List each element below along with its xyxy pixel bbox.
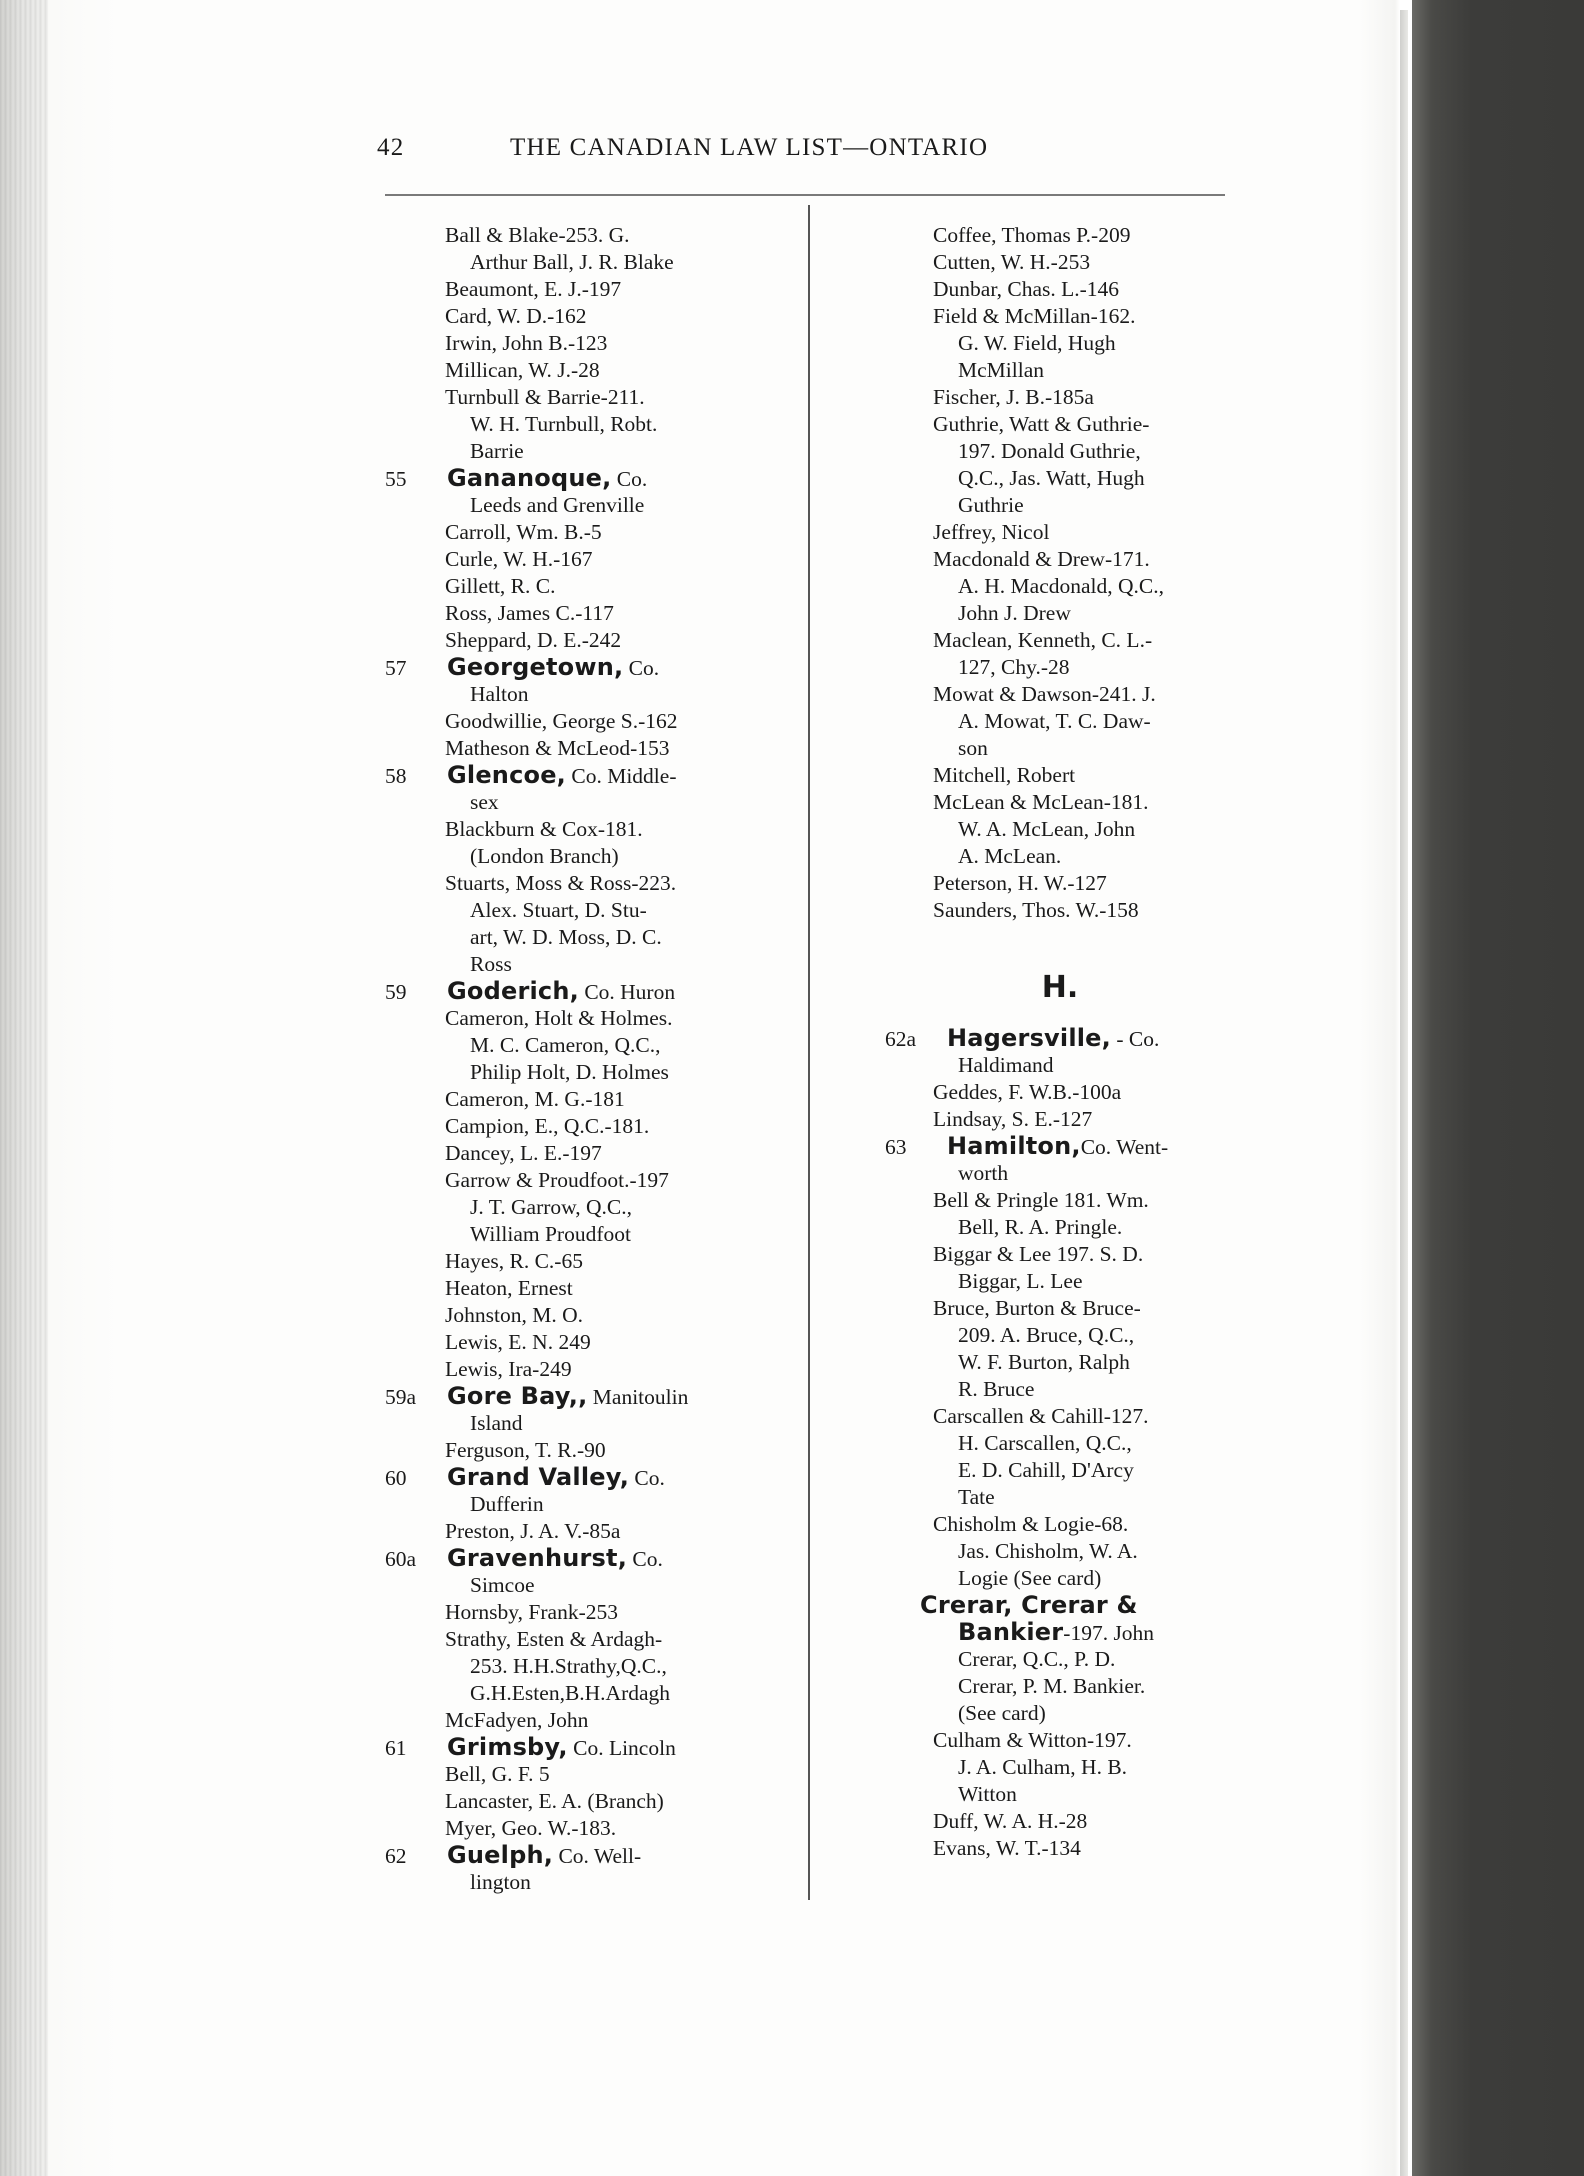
list-item (385, 1815, 745, 1842)
town-entry (385, 978, 745, 1005)
entry-text: Q.C., Jas. Watt, Hugh (958, 466, 1145, 490)
list-item (385, 1491, 745, 1518)
entry-number: 60 (385, 1466, 407, 1490)
list-item (885, 1511, 1235, 1538)
list-item (385, 1761, 745, 1788)
list-item (385, 1275, 745, 1302)
entry-text: Heaton, Ernest (445, 1276, 573, 1300)
entry-text: Curle, W. H.-167 (445, 547, 593, 571)
entry-text: Co. Huron (578, 980, 676, 1004)
list-item (385, 1788, 745, 1815)
entry-text: Blackburn & Cox-181. (445, 817, 643, 841)
entry-text: Co. Went- (1080, 1135, 1169, 1159)
entry-text: Manitoulin (587, 1385, 689, 1409)
list-item (385, 1302, 745, 1329)
list-item (385, 1059, 745, 1086)
entry-text: G.H.Esten,B.H.Ardagh (470, 1681, 671, 1705)
entry-number: 57 (385, 656, 407, 680)
list-item (885, 762, 1235, 789)
list-item (385, 1572, 745, 1599)
list-item (385, 1086, 745, 1113)
list-item (885, 1700, 1235, 1727)
list-item (885, 330, 1235, 357)
bold-name: Grand Valley, (447, 1463, 630, 1491)
entry-text: Cutten, W. H.-253 (933, 250, 1091, 274)
entry-text: Co. (611, 467, 648, 491)
list-item (385, 249, 745, 276)
list-item (885, 1673, 1235, 1700)
entry-text: Mowat & Dawson-241. J. (933, 682, 1156, 706)
entry-text: Co. Well- (553, 1844, 642, 1868)
list-item (885, 1322, 1235, 1349)
bold-name: Crerar, Crerar & (920, 1591, 1138, 1619)
bold-name: Goderich, (447, 977, 579, 1005)
entry-text: Witton (958, 1782, 1017, 1806)
list-item (385, 573, 745, 600)
bold-name: Gore Bay,, (447, 1382, 588, 1410)
list-item (385, 438, 745, 465)
entry-text: Biggar, L. Lee (958, 1269, 1083, 1293)
entry-text: Turnbull & Barrie-211. (445, 385, 645, 409)
entry-text: Ball & Blake-253. G. (445, 223, 630, 247)
list-item (385, 1626, 745, 1653)
entry-text: Stuarts, Moss & Ross-223. (445, 871, 677, 895)
list-item (385, 600, 745, 627)
entry-text: Matheson & McLeod-153 (445, 736, 670, 760)
entry-text: Lindsay, S. E.-127 (933, 1107, 1093, 1131)
list-item (885, 1457, 1235, 1484)
list-item (385, 276, 745, 303)
entry-text: Gillett, R. C. (445, 574, 556, 598)
left-column (385, 222, 745, 1896)
list-item (885, 816, 1235, 843)
entry-text: Fischer, J. B.-185a (933, 385, 1094, 409)
list-item (385, 1329, 745, 1356)
entry-text: Saunders, Thos. W.-158 (933, 898, 1139, 922)
entry-text: 209. A. Bruce, Q.C., (958, 1323, 1135, 1347)
list-item (385, 627, 745, 654)
entry-text: Campion, E., Q.C.-181. (445, 1114, 650, 1138)
list-item (885, 1079, 1235, 1106)
entry-text: Guthrie (958, 493, 1024, 517)
list-item (885, 1106, 1235, 1133)
entry-number: 59 (385, 980, 407, 1004)
entry-text: McFadyen, John (445, 1708, 589, 1732)
list-item (385, 735, 745, 762)
entry-text: A. H. Macdonald, Q.C., (958, 574, 1165, 598)
town-entry (385, 1383, 745, 1410)
list-item (885, 600, 1235, 627)
entry-text: Island (470, 1411, 523, 1435)
entry-text: Mitchell, Robert (933, 763, 1076, 787)
entry-text: Peterson, H. W.-127 (933, 871, 1107, 895)
town-entry (385, 1734, 745, 1761)
town-entry (885, 1133, 1235, 1160)
list-item (385, 816, 745, 843)
entry-number: 62 (385, 1844, 407, 1868)
bold-name: Guelph, (447, 1841, 554, 1869)
list-item (385, 1167, 745, 1194)
list-item (885, 276, 1235, 303)
list-item (385, 546, 745, 573)
entry-text: W. A. McLean, John (958, 817, 1136, 841)
entry-text: Co. Middle- (566, 764, 677, 788)
list-item (385, 1653, 745, 1680)
entry-text: William Proudfoot (470, 1222, 631, 1246)
list-item (385, 1194, 745, 1221)
list-item (385, 222, 745, 249)
bold-name: Bankier (958, 1618, 1064, 1646)
list-item (385, 384, 745, 411)
list-item (885, 303, 1235, 330)
entry-text: Philip Holt, D. Holmes (470, 1060, 669, 1084)
list-item (885, 1241, 1235, 1268)
entry-text: Irwin, John B.-123 (445, 331, 608, 355)
bold-name: Glencoe, (447, 761, 566, 789)
entry-text: worth (958, 1161, 1009, 1185)
entry-text: Ferguson, T. R.-90 (445, 1438, 606, 1462)
entry-text: M. C. Cameron, Q.C., (470, 1033, 661, 1057)
list-item (385, 924, 745, 951)
bold-name: Georgetown, (447, 653, 624, 681)
town-entry (885, 1025, 1235, 1052)
list-item (885, 1295, 1235, 1322)
entry-text: W. H. Turnbull, Robt. (470, 412, 658, 436)
list-item (885, 1538, 1235, 1565)
entry-text: -197. John (1063, 1621, 1155, 1645)
list-item (885, 1214, 1235, 1241)
spacer (885, 924, 1235, 951)
entry-text: Chisholm & Logie-68. (933, 1512, 1129, 1536)
list-item (385, 1032, 745, 1059)
list-item (885, 546, 1235, 573)
town-entry (385, 654, 745, 681)
entry-text: Maclean, Kenneth, C. L.- (933, 628, 1153, 652)
entry-text: - Co. (1110, 1027, 1160, 1051)
entry-text: Strathy, Esten & Ardagh- (445, 1627, 663, 1651)
list-item (885, 1808, 1235, 1835)
entry-number: 55 (385, 467, 407, 491)
bold-name: Hagersville, (947, 1024, 1111, 1052)
entry-text: Lewis, Ira-249 (445, 1357, 572, 1381)
entry-text: A. McLean. (958, 844, 1062, 868)
entry-number: 60a (385, 1547, 417, 1571)
entry-text: Cameron, Holt & Holmes. (445, 1006, 673, 1030)
entry-text: lington (470, 1870, 531, 1894)
list-item (385, 870, 745, 897)
entry-text: Arthur Ball, J. R. Blake (470, 250, 674, 274)
list-item (385, 1248, 745, 1275)
list-item (885, 249, 1235, 276)
entry-text: Ross, James C.-117 (445, 601, 614, 625)
list-item (385, 1113, 745, 1140)
entry-text: Guthrie, Watt & Guthrie- (933, 412, 1150, 436)
entry-text: G. W. Field, Hugh (958, 331, 1116, 355)
town-entry (385, 1842, 745, 1869)
bold-name: Gananoque, (447, 464, 612, 492)
list-item (885, 1160, 1235, 1187)
list-item (385, 1221, 745, 1248)
entry-text: Coffee, Thomas P.-209 (933, 223, 1131, 247)
entry-text: Geddes, F. W.B.-100a (933, 1080, 1122, 1104)
list-item (885, 222, 1235, 249)
entry-number: 63 (885, 1135, 907, 1159)
list-item (885, 843, 1235, 870)
list-item (885, 1619, 1235, 1646)
entry-text: Leeds and Grenville (470, 493, 645, 517)
entry-text: sex (470, 790, 499, 814)
list-item (885, 1754, 1235, 1781)
right-column (885, 222, 1235, 1862)
entry-text: McLean & McLean-181. (933, 790, 1149, 814)
entry-text: Card, W. D.-162 (445, 304, 587, 328)
entry-text: McMillan (958, 358, 1044, 382)
entry-text: Hornsby, Frank-253 (445, 1600, 618, 1624)
list-item (885, 627, 1235, 654)
list-item (385, 1518, 745, 1545)
entry-text: Field & McMillan-162. (933, 304, 1136, 328)
list-item (385, 1680, 745, 1707)
entry-text: Co. (629, 1466, 665, 1490)
entry-text: Preston, J. A. V.-85a (445, 1519, 621, 1543)
list-item (385, 1437, 745, 1464)
entry-text: Crerar, Q.C., P. D. (958, 1647, 1116, 1671)
entry-text: R. Bruce (958, 1377, 1035, 1401)
entry-text: Duff, W. A. H.-28 (933, 1809, 1088, 1833)
list-item (885, 1835, 1235, 1862)
list-item (385, 357, 745, 384)
entry-number: 61 (385, 1736, 407, 1760)
list-item (385, 708, 745, 735)
list-item (885, 870, 1235, 897)
list-item (385, 303, 745, 330)
town-entry (385, 762, 745, 789)
entry-text: Dancey, L. E.-197 (445, 1141, 602, 1165)
list-item (885, 1592, 1235, 1619)
town-entry (385, 465, 745, 492)
entry-text: Myer, Geo. W.-183. (445, 1816, 617, 1840)
entry-text: Biggar & Lee 197. S. D. (933, 1242, 1144, 1266)
running-title: THE CANADIAN LAW LIST—ONTARIO (510, 134, 989, 161)
list-item (885, 681, 1235, 708)
entry-text: A. Mowat, T. C. Daw- (958, 709, 1151, 733)
entry-text: Co. (627, 1547, 663, 1571)
list-item (885, 897, 1235, 924)
list-item (885, 1187, 1235, 1214)
list-item (885, 1781, 1235, 1808)
entry-text: Co. (623, 656, 660, 680)
entry-text: H. Carscallen, Q.C., (958, 1431, 1132, 1455)
list-item (385, 1707, 745, 1734)
entry-number: 62a (885, 1027, 917, 1051)
binding-gutter-shadow (0, 0, 48, 2176)
list-item (385, 681, 745, 708)
entry-text: Barrie (470, 439, 524, 463)
section-heading: H. (1041, 970, 1079, 1005)
entry-text: Bell, R. A. Pringle. (958, 1215, 1123, 1239)
list-item (885, 1484, 1235, 1511)
entry-text: Co. Lincoln (567, 1736, 676, 1760)
list-item (885, 708, 1235, 735)
entry-text: 197. Donald Guthrie, (958, 439, 1141, 463)
list-item (885, 492, 1235, 519)
list-item (885, 357, 1235, 384)
page-edge (1400, 10, 1408, 2176)
entry-text: Lewis, E. N. 249 (445, 1330, 591, 1354)
entry-text: Simcoe (470, 1573, 535, 1597)
entry-text: Culham & Witton-197. (933, 1728, 1132, 1752)
list-item (885, 1349, 1235, 1376)
entry-text: Haldimand (958, 1053, 1054, 1077)
list-item (885, 1403, 1235, 1430)
list-item (385, 951, 745, 978)
entry-text: Bell, G. F. 5 (445, 1762, 550, 1786)
list-item (885, 1268, 1235, 1295)
list-item (885, 519, 1235, 546)
entry-text: Millican, W. J.-28 (445, 358, 600, 382)
entry-text: Halton (470, 682, 529, 706)
entry-text: Lancaster, E. A. (Branch) (445, 1789, 664, 1813)
entry-text: art, W. D. Moss, D. C. (470, 925, 662, 949)
entry-text: Dufferin (470, 1492, 544, 1516)
entry-text: J. A. Culham, H. B. (958, 1755, 1128, 1779)
list-item (385, 1599, 745, 1626)
entry-text: Crerar, P. M. Bankier. (958, 1674, 1146, 1698)
town-entry (385, 1464, 745, 1491)
list-item (885, 1727, 1235, 1754)
list-item (385, 1140, 745, 1167)
entry-number: 59a (385, 1385, 417, 1409)
entry-text: Macdonald & Drew-171. (933, 547, 1150, 571)
entry-text: 127, Chy.-28 (958, 655, 1070, 679)
header-rule (385, 194, 1225, 196)
list-item (885, 1565, 1235, 1592)
bold-name: Gravenhurst, (447, 1544, 628, 1572)
column-divider (808, 205, 810, 1900)
list-item (385, 1410, 745, 1437)
entry-text: Goodwillie, George S.-162 (445, 709, 678, 733)
list-item (885, 654, 1235, 681)
list-item (385, 1005, 745, 1032)
entry-text: Garrow & Proudfoot.-197 (445, 1168, 669, 1192)
entry-text: Johnston, M. O. (445, 1303, 583, 1327)
list-item (885, 1376, 1235, 1403)
entry-text: son (958, 736, 988, 760)
entry-text: Hayes, R. C.-65 (445, 1249, 583, 1273)
entry-text: (See card) (958, 1701, 1046, 1725)
entry-text: Beaumont, E. J.-197 (445, 277, 622, 301)
entry-text: Sheppard, D. E.-242 (445, 628, 622, 652)
entry-text: Ross (470, 952, 512, 976)
list-item (385, 897, 745, 924)
bold-name: Hamilton, (947, 1132, 1081, 1160)
entry-text: Carroll, Wm. B.-5 (445, 520, 602, 544)
bold-name: Grimsby, (447, 1733, 568, 1761)
list-item (885, 789, 1235, 816)
entry-number: 58 (385, 764, 407, 788)
entry-text: Dunbar, Chas. L.-146 (933, 277, 1120, 301)
list-item (385, 492, 745, 519)
entry-text: Jas. Chisholm, W. A. (958, 1539, 1138, 1563)
list-item (385, 843, 745, 870)
entry-text: Tate (958, 1485, 995, 1509)
entry-text: Carscallen & Cahill-127. (933, 1404, 1149, 1428)
list-item (385, 411, 745, 438)
entry-text: E. D. Cahill, D'Arcy (958, 1458, 1134, 1482)
entry-text: J. T. Garrow, Q.C., (470, 1195, 633, 1219)
list-item (885, 735, 1235, 762)
dark-border-strip (1412, 0, 1584, 2176)
entry-text: Bell & Pringle 181. Wm. (933, 1188, 1149, 1212)
list-item (385, 519, 745, 546)
list-item (885, 1052, 1235, 1079)
list-item (385, 1356, 745, 1383)
list-item (385, 1869, 745, 1896)
entry-text: Alex. Stuart, D. Stu- (470, 898, 647, 922)
list-item (885, 438, 1235, 465)
entry-text: John J. Drew (958, 601, 1071, 625)
list-item (885, 573, 1235, 600)
list-item (885, 384, 1235, 411)
list-item (885, 1646, 1235, 1673)
entry-text: Logie (See card) (958, 1566, 1102, 1590)
page-number: 42 (377, 134, 405, 161)
entry-text: W. F. Burton, Ralph (958, 1350, 1130, 1374)
entry-text: 253. H.H.Strathy,Q.C., (470, 1654, 667, 1678)
list-item (385, 330, 745, 357)
list-item (385, 789, 745, 816)
list-item (885, 411, 1235, 438)
entry-text: Bruce, Burton & Bruce- (933, 1296, 1141, 1320)
entry-text: Jeffrey, Nicol (933, 520, 1050, 544)
entry-text: (London Branch) (470, 844, 619, 868)
list-item (885, 465, 1235, 492)
town-entry (385, 1545, 745, 1572)
list-item (885, 1430, 1235, 1457)
entry-text: Evans, W. T.-134 (933, 1836, 1081, 1860)
entry-text: Cameron, M. G.-181 (445, 1087, 625, 1111)
